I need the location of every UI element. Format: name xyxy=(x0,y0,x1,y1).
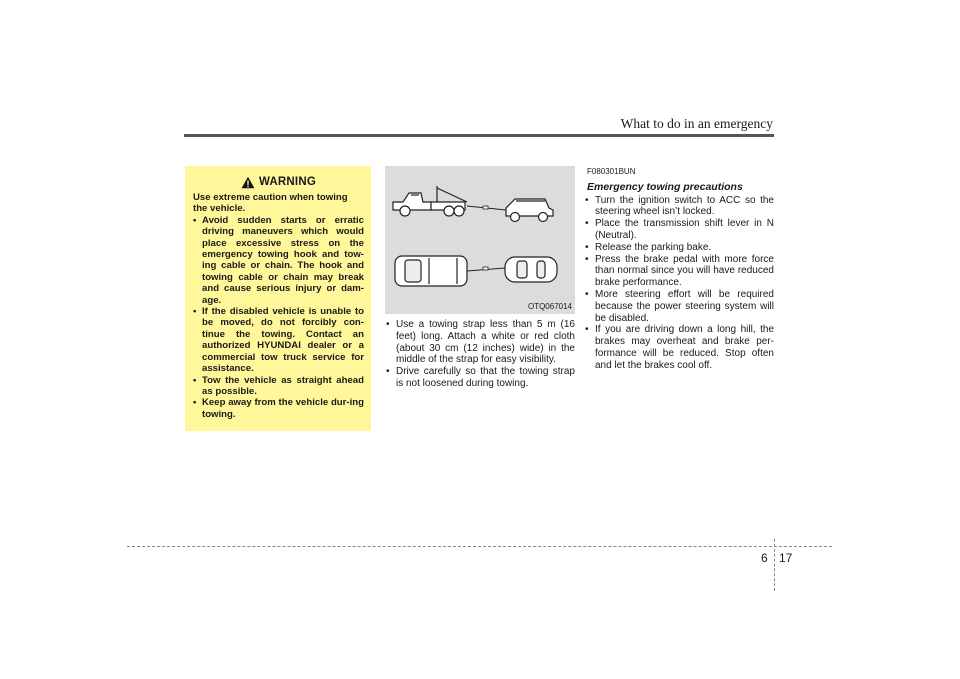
middle-bullets xyxy=(386,319,575,390)
section-title: Emergency towing precautions xyxy=(587,180,743,193)
warning-item: • Keep away from the vehicle dur-ing towing. xyxy=(193,397,364,420)
towing-diagram xyxy=(385,166,575,314)
header-rule xyxy=(184,134,774,137)
chapter-number: 6 xyxy=(761,551,768,565)
right-column xyxy=(585,166,774,372)
list-item: • Press the brake pedal with more force than normal since you will have reduced brake performance. xyxy=(585,254,774,289)
footer-divider xyxy=(774,539,775,591)
section-code: F080301BUN xyxy=(587,167,636,176)
page-header-title: What to do in an emergency xyxy=(620,116,773,131)
warning-intro: Use extreme caution when towing the vehicle. xyxy=(193,192,348,215)
warning-list xyxy=(193,215,364,420)
right-bullets xyxy=(585,195,774,372)
list-item: • Drive carefully so that the towing strap is not loosened during towing. xyxy=(386,366,575,390)
towed-car-top-drawing xyxy=(505,257,557,282)
towed-van-side-drawing xyxy=(506,199,553,222)
middle-column xyxy=(386,319,575,390)
warning-box xyxy=(185,166,371,431)
towing-illustration xyxy=(385,166,575,314)
warning-heading xyxy=(193,174,364,190)
list-item: • Turn the ignition switch to ACC so the steering wheel isn’t locked. xyxy=(585,195,774,219)
list-item: • Release the parking bake. xyxy=(585,242,774,254)
list-item: • More steering effort will be required because the power steering system will be disabled. xyxy=(585,289,774,324)
warning-item: • If the disabled vehicle is unable to be moved, do not forcibly con-tinue the towing. Contact an authorized HYUNDAI dealer or a commercial tow truck service for assistance. xyxy=(193,306,364,374)
list-item: • Use a towing strap less than 5 m (16 feet) long. Attach a white or red cloth (about 30 cm (12 inches) wide) in the middle of the strap for easy visibility. xyxy=(386,319,575,366)
footer-dashed-rule xyxy=(127,546,832,547)
warning-triangle-icon xyxy=(241,176,255,189)
tow-truck-drawing xyxy=(393,186,467,216)
warning-item: • Avoid sudden starts or erratic driving maneuvers which would place excessive stress on the emergency towing hook and tow-ing cable or chain. The hook and towing cable or chain may break and cause serious injury or dam-age. xyxy=(193,215,364,306)
figure-code: OTQ067014 xyxy=(527,302,572,311)
warning-label: WARNING xyxy=(259,176,316,188)
page-number: 17 xyxy=(779,551,793,565)
list-item: • Place the transmission shift lever in N (Neutral). xyxy=(585,218,774,242)
warning-item: • Tow the vehicle as straight ahead as possible. xyxy=(193,375,364,398)
tow-vehicle-top-drawing xyxy=(395,256,467,286)
list-item: • If you are driving down a long hill, the brakes may overheat and brake per-formance will be reduced. Stop often and let the brakes cool off. xyxy=(585,324,774,371)
